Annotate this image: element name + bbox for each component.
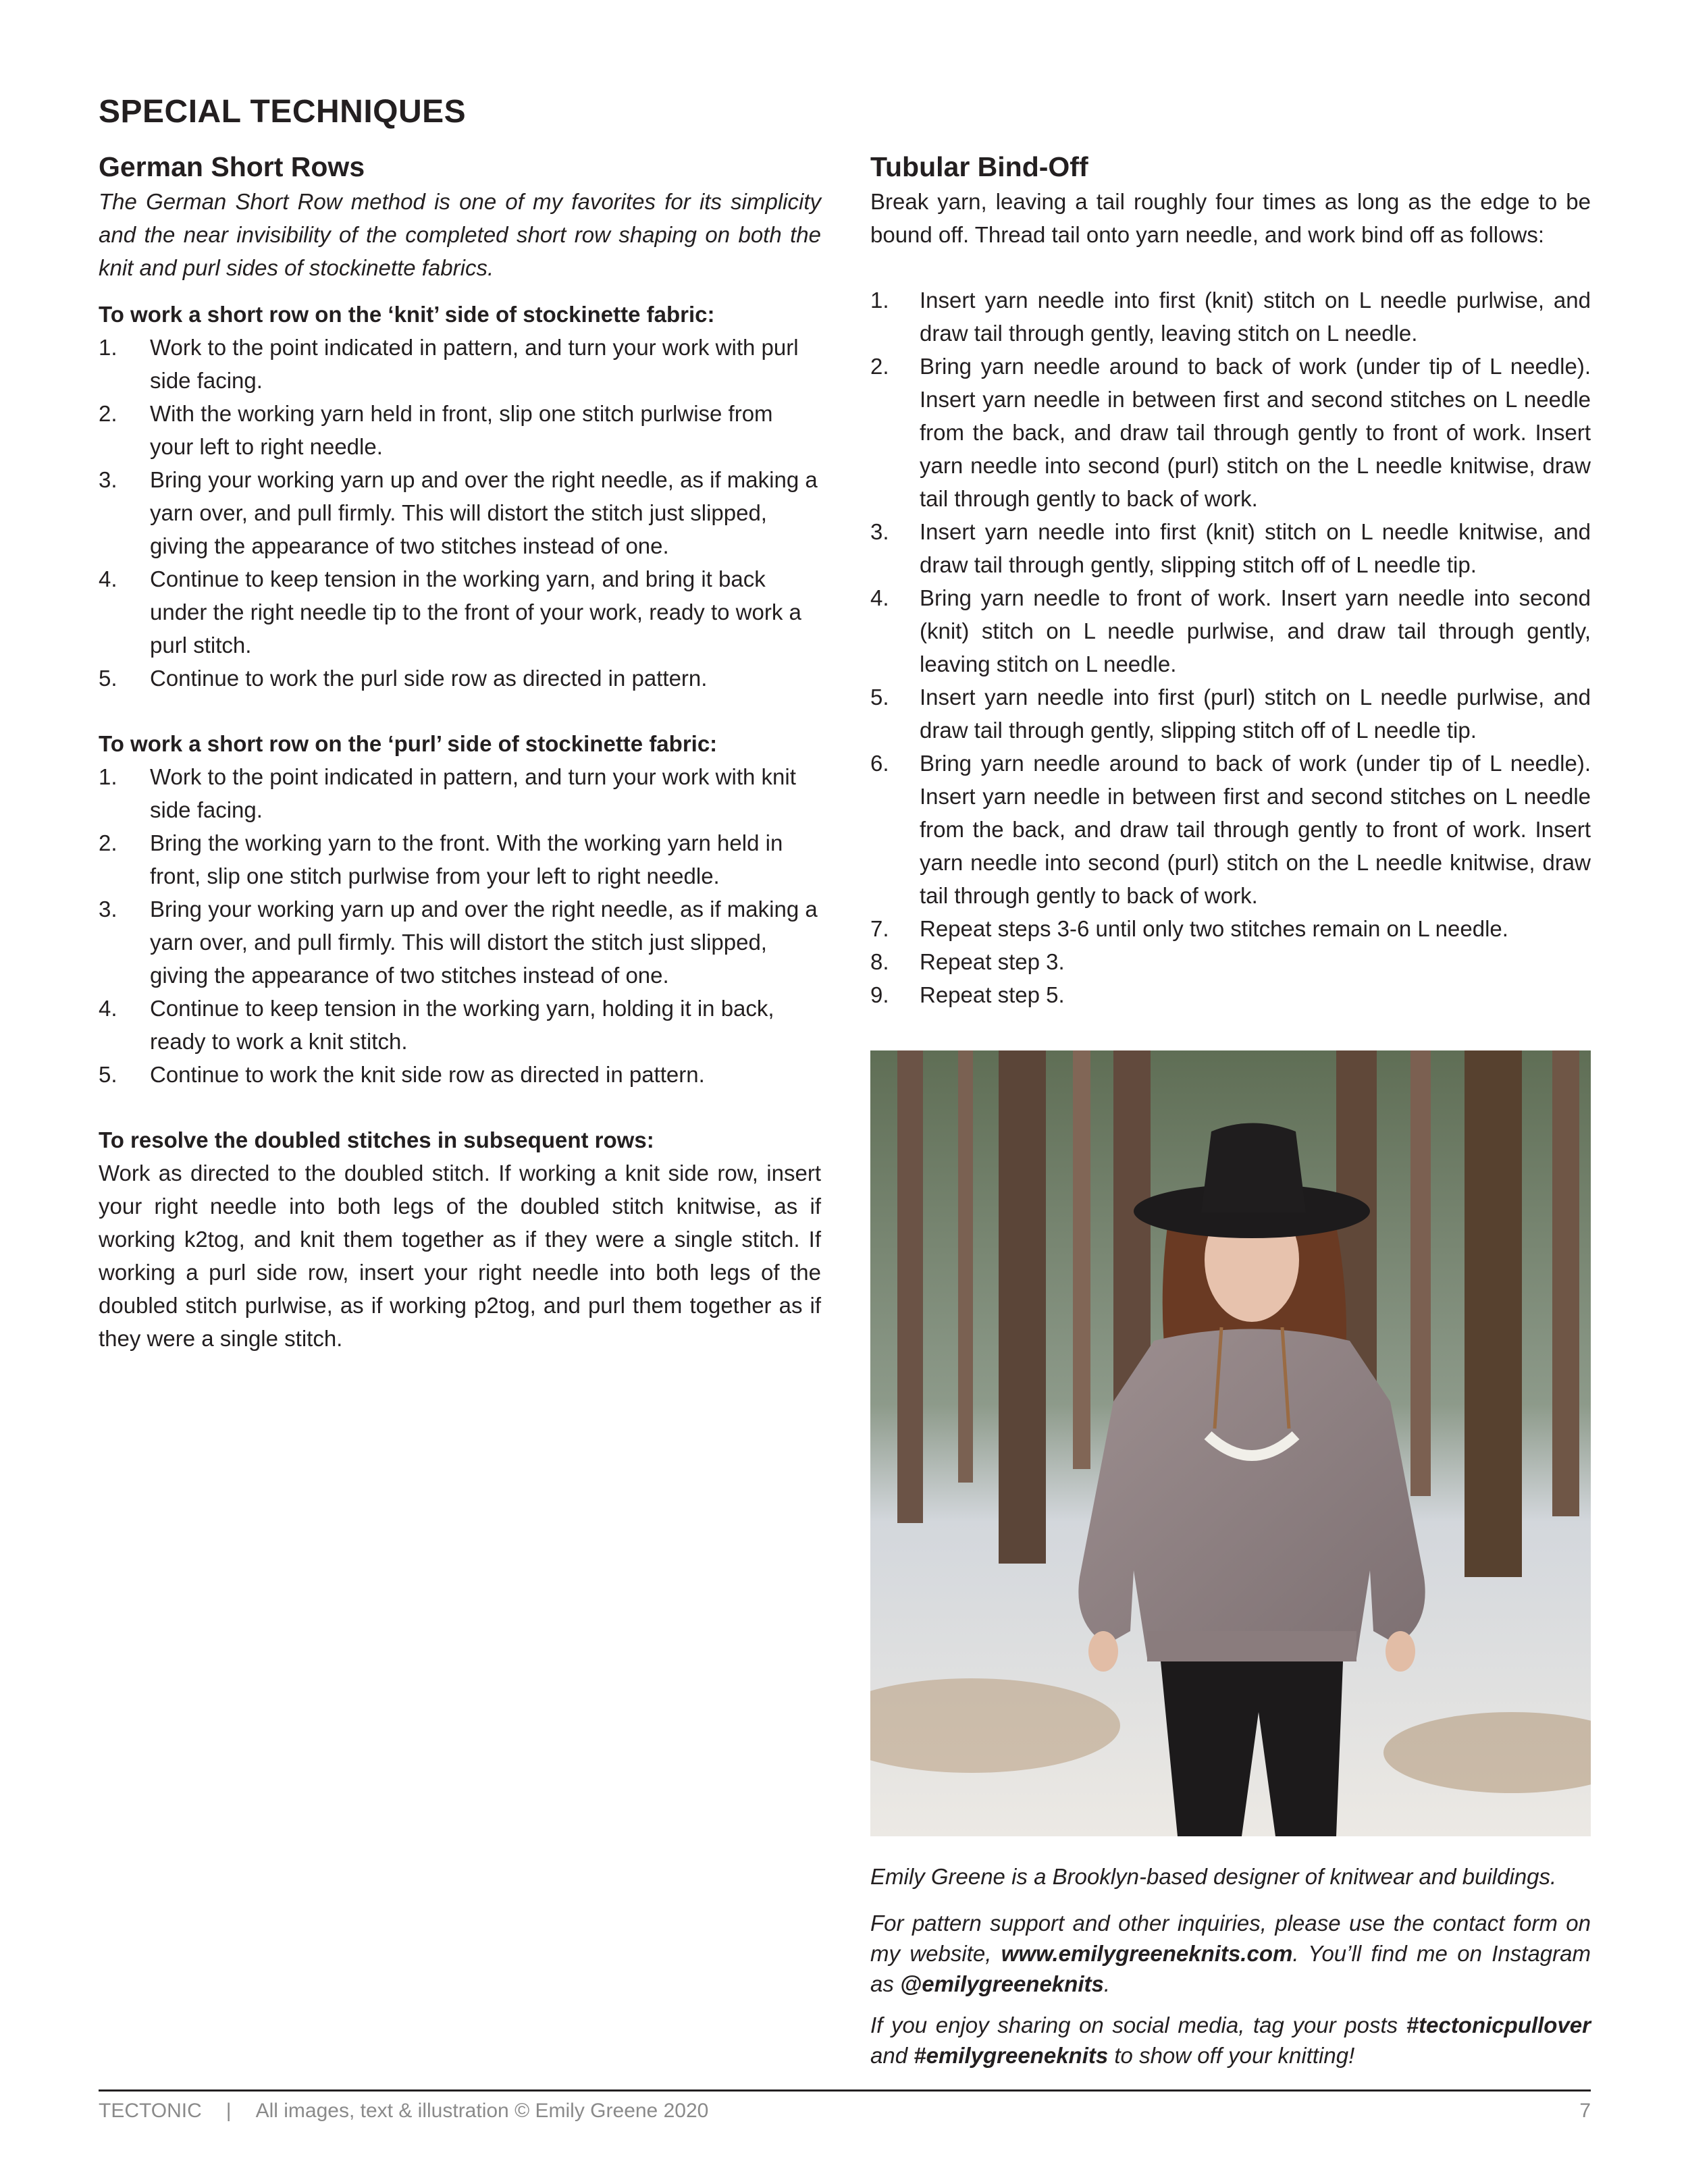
page-number: 7 (1579, 2100, 1591, 2122)
step-number: 1. (99, 335, 117, 360)
step-number: 2. (870, 354, 889, 379)
list-item (99, 562, 821, 662)
social-caption (870, 2010, 1591, 2071)
tubular-steps (870, 284, 1591, 1011)
step-text: Work to the point indicated in pattern, and turn your work with purl side facing. (150, 335, 799, 393)
footer-separator: | (226, 2100, 232, 2122)
step-number: 5. (870, 685, 889, 710)
footer-brand: TECTONIC (99, 2100, 202, 2122)
model-photo-illustration (870, 1050, 1591, 1836)
step-text: Insert yarn needle into first (knit) stitch on L needle purlwise, and draw tail through gently, leaving stitch on L needle. (920, 288, 1591, 346)
step-number: 9. (870, 982, 889, 1007)
step-number: 5. (99, 666, 117, 691)
list-item (99, 331, 821, 397)
german-short-rows-title: German Short Rows (99, 151, 365, 182)
support-text: For pattern support and other inquiries, please use the contact form on my website, (870, 1911, 1591, 1966)
list-item (870, 284, 1591, 350)
step-text: Bring your working yarn up and over the right needle, as if making a yarn over, and pull firmly. This will distort the stitch just slipped, giving the appearance of two stitches instead of one. (150, 897, 818, 988)
step-number: 6. (870, 751, 889, 776)
hashtag-emilygreene: #emilygreeneknits (914, 2043, 1109, 2068)
list-item (99, 662, 821, 695)
step-text: Repeat steps 3-6 until only two stitches remain on L needle. (920, 916, 1508, 941)
support-text: . You’ll find me on Instagram as (870, 1941, 1591, 1996)
step-text: Continue to work the purl side row as directed in pattern. (150, 666, 708, 691)
list-item (870, 945, 1591, 978)
social-text: to show off your knitting! (1108, 2043, 1355, 2068)
model-photo (870, 1050, 1591, 1836)
support-text: . (1103, 1971, 1111, 1996)
step-text: Work to the point indicated in pattern, and turn your work with knit side facing. (150, 764, 796, 822)
knit-side-heading: To work a short row on the ‘knit’ side of stockinette fabric: (99, 302, 715, 327)
list-item (870, 681, 1591, 747)
step-text: Bring your working yarn up and over the right needle, as if making a yarn over, and pull firmly. This will distort the stitch just slipped, giving the appearance of two stitches instead of one. (150, 467, 818, 558)
website-link[interactable]: www.emilygreeneknits.com (1001, 1941, 1293, 1966)
german-short-rows-section (99, 150, 821, 1355)
step-number: 4. (99, 996, 117, 1021)
bio-caption: Emily Greene is a Brooklyn-based designer of knitwear and buildings. (870, 1864, 1557, 1889)
resolve-text: Work as directed to the doubled stitch. If working a knit side row, insert your right needle into both legs of the doubled stitch knitwise, as if working k2tog, and knit them together as if they were a single stitch. If working a purl side row, insert your right needle into both legs of the doubled stitch purlwise, as if working p2tog, and purl them together as if they were a single stitch. (99, 1161, 821, 1351)
footer-left (99, 2100, 708, 2123)
step-number: 1. (870, 288, 889, 313)
support-caption (870, 1908, 1591, 1999)
step-number: 1. (99, 764, 117, 789)
tubular-bind-off-title: Tubular Bind-Off (870, 151, 1088, 182)
step-text: Bring the working yarn to the front. With the working yarn held in front, slip one stitch purlwise from your left to right needle. (150, 830, 783, 888)
step-text: Bring yarn needle around to back of work (under tip of L needle). Insert yarn needle in between first and second stitches on L needle from the back, and draw tail through gently to front of work. Insert yarn needle into second (purl) stitch on the L needle knitwise, draw tail through gently to back of work. (920, 354, 1591, 511)
knit-side-steps (99, 331, 821, 695)
step-number: 8. (870, 949, 889, 974)
step-number: 2. (99, 401, 117, 426)
list-item (870, 747, 1591, 912)
step-text: Insert yarn needle into first (knit) stitch on L needle knitwise, and draw tail through gently, slipping stitch off of L needle tip. (920, 519, 1591, 577)
social-text: and (870, 2043, 914, 2068)
list-item (99, 992, 821, 1058)
german-intro: The German Short Row method is one of my favorites for its simplicity and the near invisibility of the completed short row shaping on both the knit and purl sides of stockinette fabrics. (99, 189, 821, 280)
list-item (99, 893, 821, 992)
hashtag-tectonic: #tectonicpullover (1406, 2013, 1591, 2037)
list-item (99, 760, 821, 826)
list-item (870, 912, 1591, 945)
footer-copyright: All images, text & illustration © Emily Greene 2020 (255, 2100, 709, 2122)
list-item (870, 350, 1591, 515)
purl-side-heading: To work a short row on the ‘purl’ side of stockinette fabric: (99, 731, 718, 756)
step-text: Continue to work the knit side row as directed in pattern. (150, 1062, 705, 1087)
social-text: If you enjoy sharing on social media, tag your posts (870, 2013, 1406, 2037)
step-text: Insert yarn needle into first (purl) stitch on L needle purlwise, and draw tail through gently, slipping stitch off of L needle tip. (920, 685, 1591, 743)
tubular-intro: Break yarn, leaving a tail roughly four times as long as the edge to be bound off. Thread tail onto yarn needle, and work bind off as follows: (870, 189, 1591, 247)
list-item (99, 1058, 821, 1091)
step-text: Repeat step 5. (920, 982, 1065, 1007)
step-number: 4. (870, 585, 889, 610)
step-number: 3. (99, 467, 117, 492)
step-text: Bring yarn needle around to back of work (under tip of L needle). Insert yarn needle in between first and second stitches on L needle from the back, and draw tail through gently to front of work. Insert yarn needle into second (purl) stitch on the L needle knitwise, draw tail through gently to back of work. (920, 751, 1591, 908)
step-text: Repeat step 3. (920, 949, 1065, 974)
step-number: 2. (99, 830, 117, 855)
step-number: 7. (870, 916, 889, 941)
list-item (99, 826, 821, 893)
list-item (870, 515, 1591, 581)
step-number: 3. (870, 519, 889, 544)
list-item (870, 978, 1591, 1011)
tubular-bind-off-section (870, 150, 1591, 1011)
step-number: 5. (99, 1062, 117, 1087)
list-item (870, 581, 1591, 681)
page-title: SPECIAL TECHNIQUES (99, 94, 467, 130)
instagram-handle[interactable]: @emilygreeneknits (900, 1971, 1104, 1996)
list-item (99, 463, 821, 562)
step-text: Bring yarn needle to front of work. Insert yarn needle into second (knit) stitch on L needle purlwise, and draw tail through gently, leaving stitch on L needle. (920, 585, 1591, 676)
step-text: Continue to keep tension in the working yarn, holding it in back, ready to work a knit stitch. (150, 996, 774, 1054)
step-text: Continue to keep tension in the working yarn, and bring it back under the right needle tip to the front of your work, ready to work a purl stitch. (150, 566, 801, 658)
step-text: With the working yarn held in front, slip one stitch purlwise from your left to right needle. (150, 401, 773, 459)
footer-divider (99, 2089, 1591, 2092)
list-item (99, 397, 821, 463)
step-number: 3. (99, 897, 117, 922)
purl-side-steps (99, 760, 821, 1091)
step-number: 4. (99, 566, 117, 591)
resolve-heading: To resolve the doubled stitches in subsequent rows: (99, 1127, 654, 1152)
